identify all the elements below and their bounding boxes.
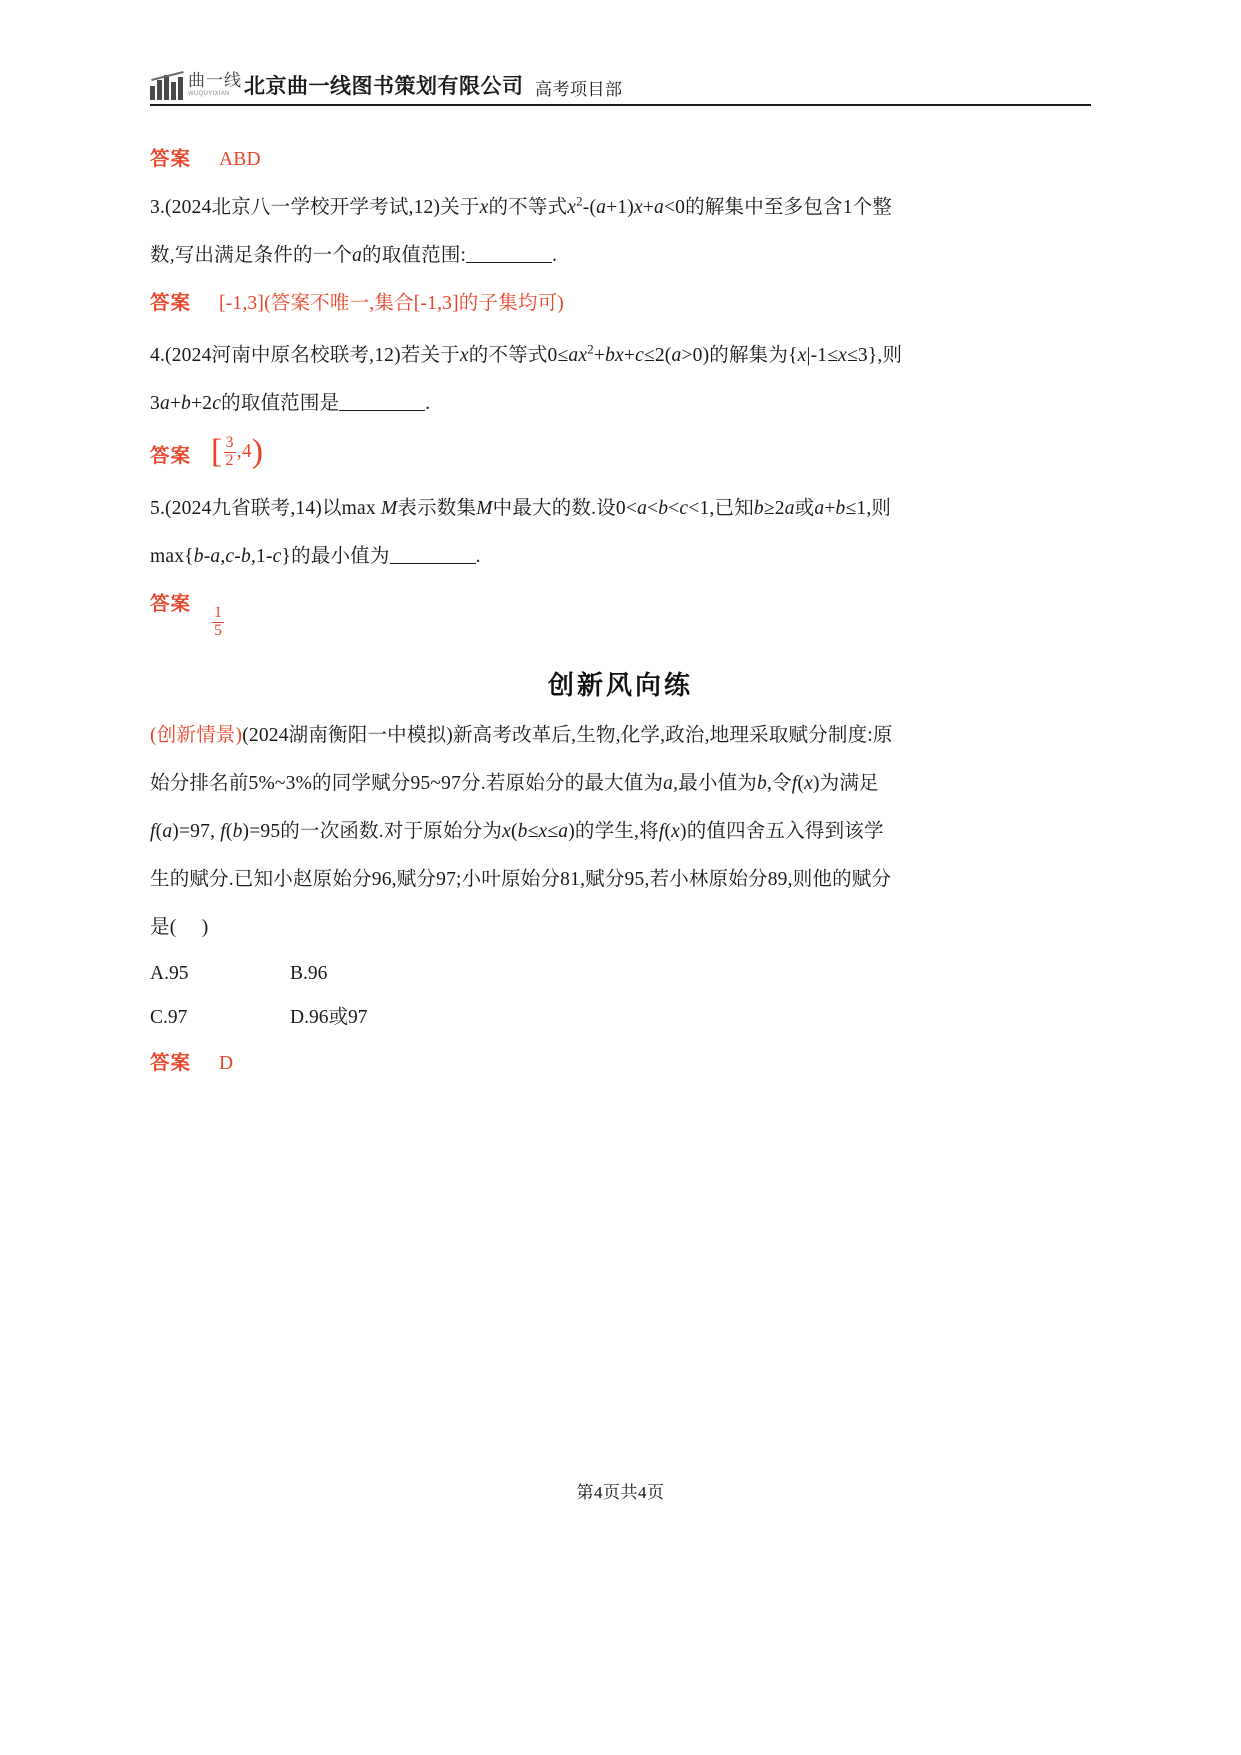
choice-a[interactable]: A.95 bbox=[150, 963, 189, 985]
answer-label: 答案 bbox=[150, 149, 192, 170]
innovation-tag: (创新情景) bbox=[150, 725, 243, 747]
answer-value bbox=[211, 581, 225, 640]
choice-row-1 bbox=[150, 952, 1091, 996]
logo-text-block bbox=[188, 72, 242, 100]
bar-chart-logo-icon bbox=[150, 72, 184, 100]
answer-label: 答案 bbox=[150, 1053, 192, 1075]
logo-pinyin: WUQUYIXIAN bbox=[188, 91, 230, 97]
choice-c[interactable]: C.97 bbox=[150, 1007, 188, 1029]
page-header bbox=[150, 48, 1091, 106]
answer-value: [-1,3](答案不唯一,集合[-1,3]的子集均可) bbox=[219, 293, 564, 314]
blank-underline bbox=[339, 410, 425, 411]
question-3-line-1: 3.(2024北京八一学校开学考试,12)关于x的不等式$x^2-(a+1)x+a<0$的解集中至多包含1个整 bbox=[150, 194, 893, 218]
department-name: 高考项目部 bbox=[535, 80, 623, 99]
choice-row-2 bbox=[150, 996, 1091, 1040]
answer-label: 答案 bbox=[150, 593, 192, 615]
page-footer: 第4页共4页 bbox=[576, 1483, 665, 1502]
interval-notation: [ $\frac{3}{2}$ ,4 ) bbox=[211, 432, 264, 470]
answer-label: 答案 bbox=[150, 445, 192, 467]
choice-d[interactable]: D.96或97 bbox=[290, 1007, 368, 1029]
answer-row bbox=[150, 581, 1091, 640]
answer-row bbox=[150, 280, 1091, 328]
answer-row bbox=[150, 428, 1091, 481]
innovation-line-2: 始分排名前5%~3%的同学赋分95~97分.若原始分的最大值为a,最小值为b,令f(x)为满足 bbox=[150, 773, 879, 795]
company-name: 北京曲一线图书策划有限公司 bbox=[244, 74, 524, 98]
section-title: 创新风向练 bbox=[547, 671, 693, 701]
fraction-one-fifth: $\frac{1}{5}$ bbox=[214, 603, 223, 639]
question-5-line-1: 5.(2024九省联考,14)以max M表示数集M中最大的数.设0<a<b<c<1,已知b≥2a或a+b≤1,则 bbox=[150, 497, 892, 519]
answer-label: 答案 bbox=[150, 293, 192, 314]
choice-b[interactable]: B.96 bbox=[290, 963, 328, 985]
innovation-line-3: f(a)=97, f(b)=95的一次函数.对于原始分为x(b≤x≤a)的学生,将f(x)的值四舍五入得到该学 bbox=[150, 821, 884, 843]
question-4-line-1: 4.(2024河南中原名校联考,12)若关于x的不等式$0\le ax^2+bx+c\le 2(a>0)$的解集为{x|-1≤x≤3},则 bbox=[150, 342, 903, 366]
logo-chinese-name: 曲一线 bbox=[188, 71, 242, 90]
blank-underline bbox=[466, 262, 552, 263]
answer-row bbox=[150, 1040, 1091, 1088]
innovation-line-4: 生的赋分.已知小赵原始分96,赋分97;小叶原始分81,赋分95,若小林原始分89,则他的赋分 bbox=[150, 869, 892, 891]
publisher-logo bbox=[150, 72, 242, 104]
answer-row bbox=[150, 136, 1091, 184]
question-4-line-2: 3a+b+2c的取值范围是 . bbox=[150, 393, 431, 414]
blank-underline bbox=[390, 563, 476, 564]
innovation-line-5: 是( ) bbox=[150, 917, 209, 939]
page-content bbox=[150, 136, 1091, 1088]
question-3-line-2: 数,写出满足条件的一个a的取值范围: . bbox=[150, 245, 558, 266]
answer-value bbox=[211, 428, 263, 481]
innovation-line-1: (创新情景)(2024湖南衡阳一中模拟)新高考改革后,生物,化学,政治,地理采取赋分制度:原 bbox=[150, 725, 893, 747]
answer-value: ABD bbox=[219, 149, 261, 170]
question-5-line-2: max{b-a,c-b,1-c}的最小值为 . bbox=[150, 545, 481, 567]
answer-value: D bbox=[219, 1053, 234, 1075]
